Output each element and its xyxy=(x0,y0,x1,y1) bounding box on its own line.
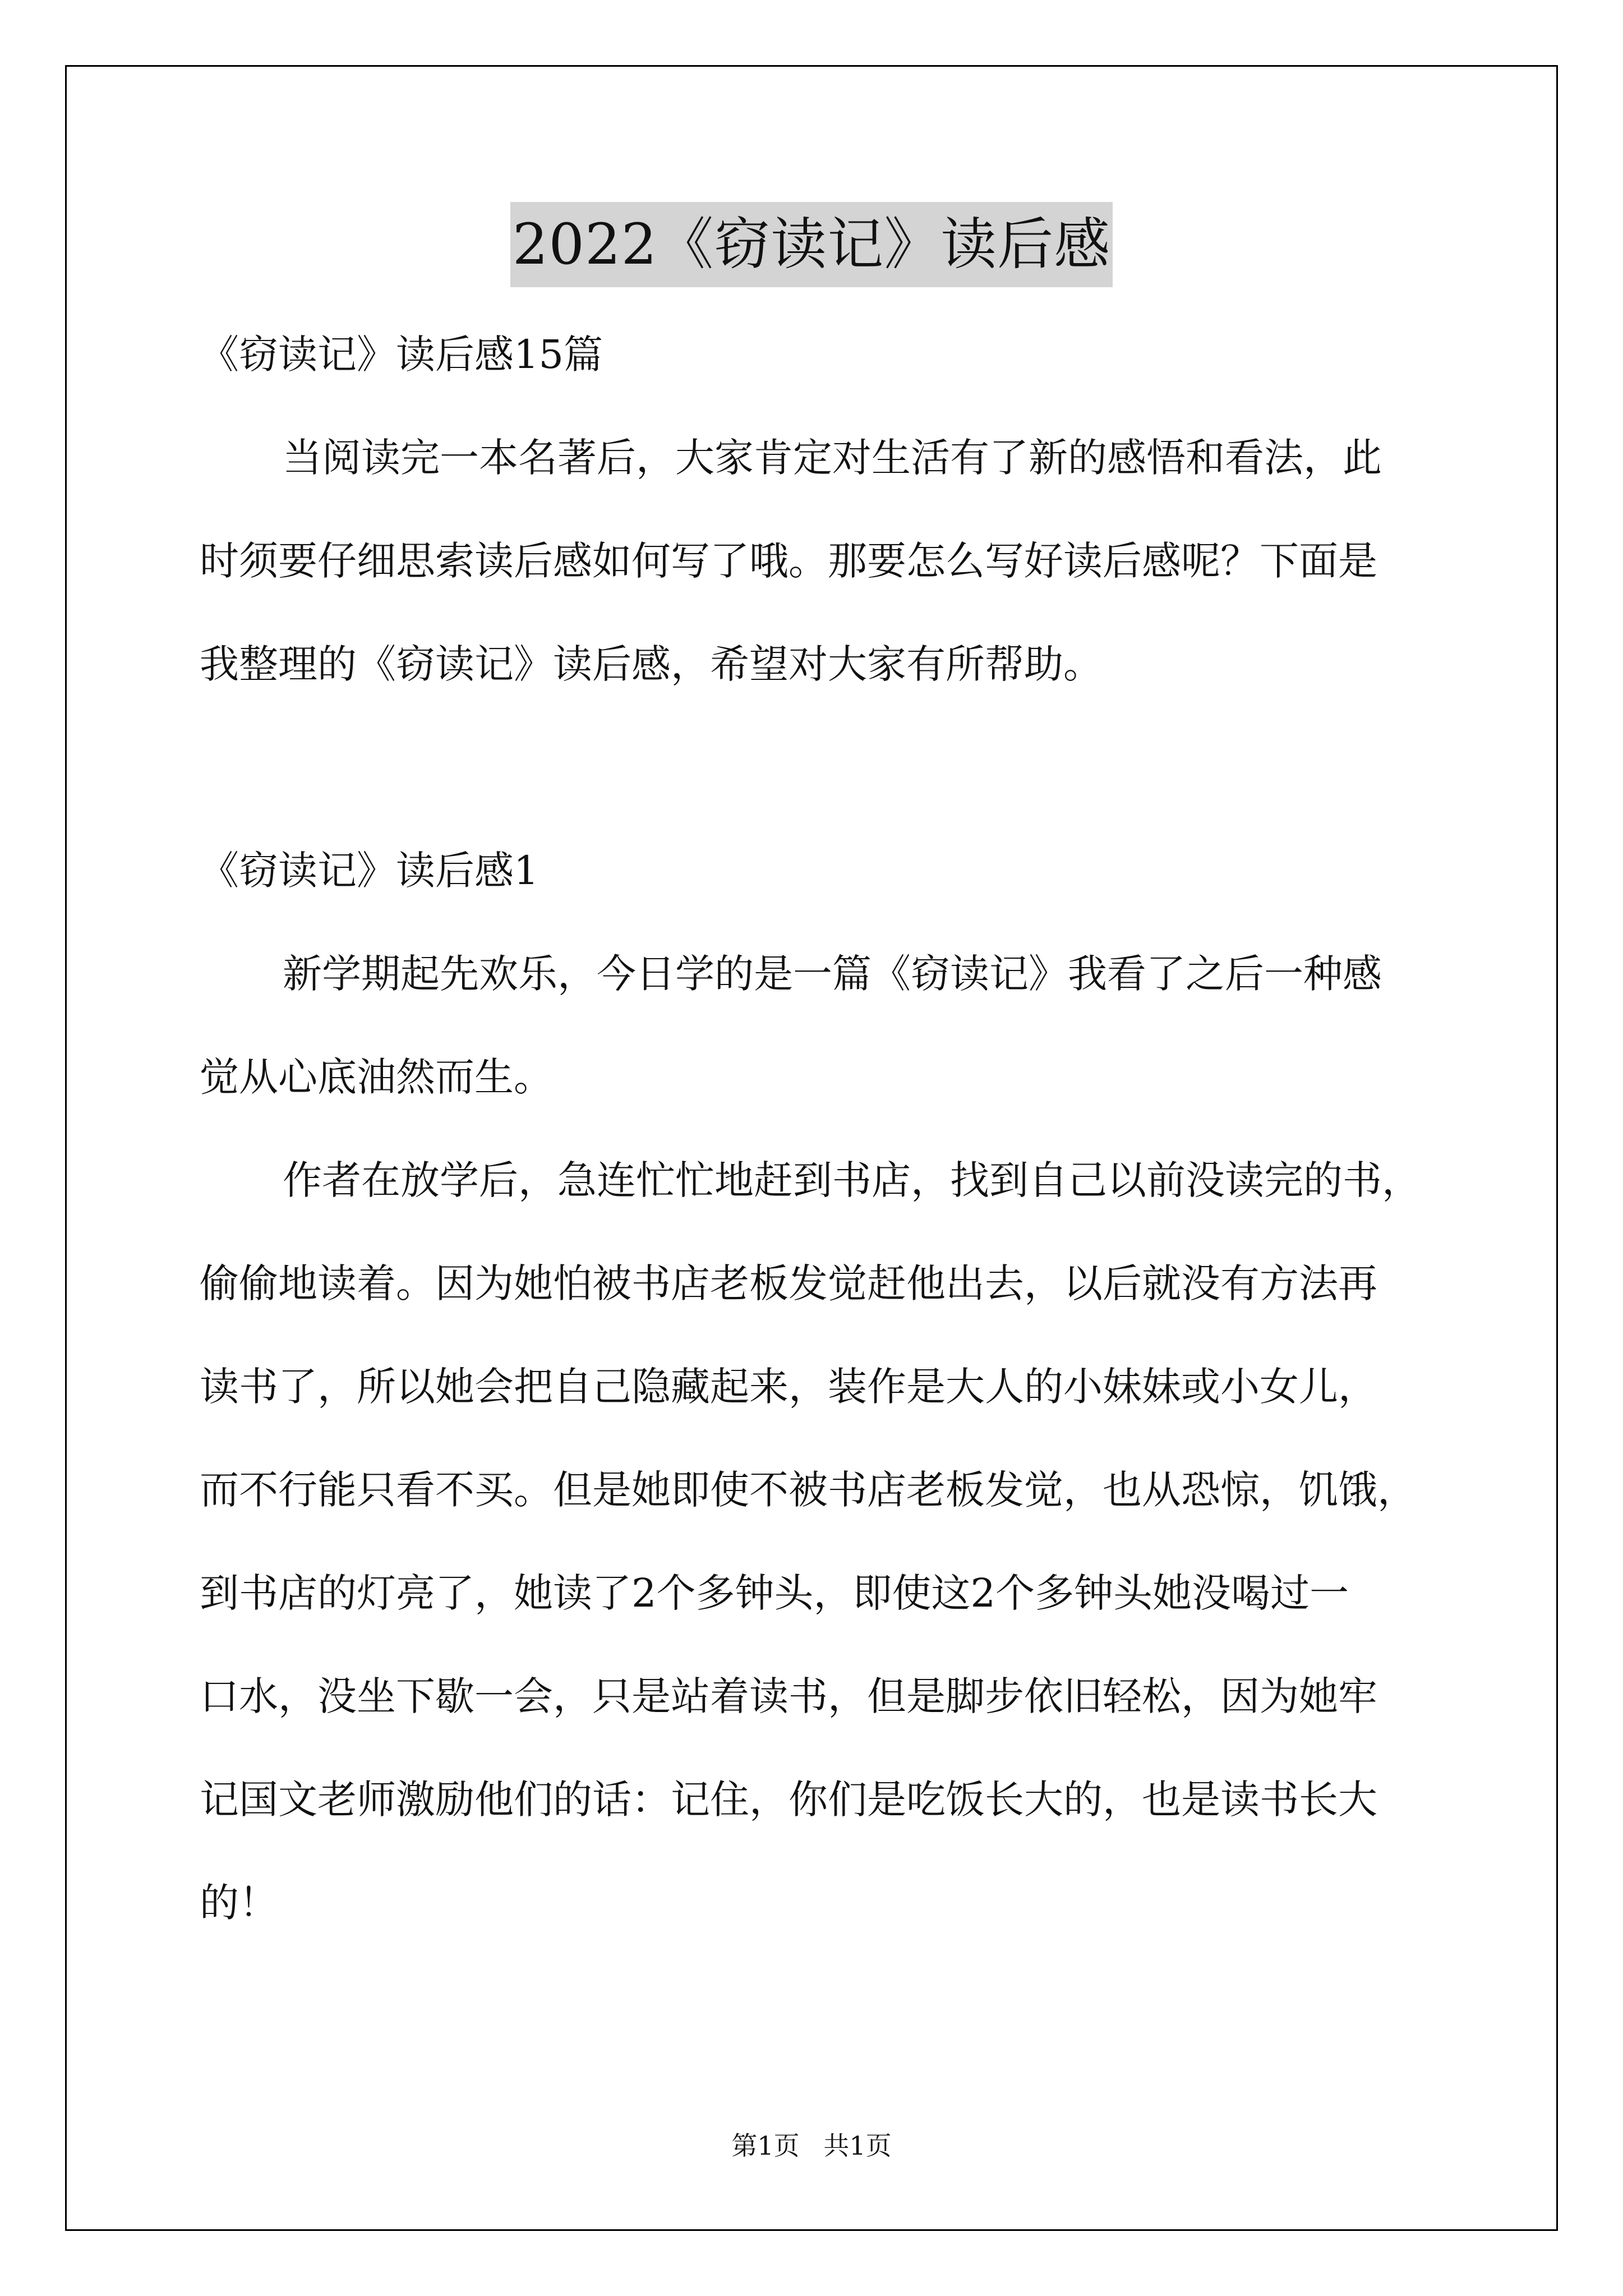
title-container xyxy=(0,202,1623,287)
document-title: 2022《窃读记》读后感 xyxy=(510,202,1113,287)
paragraph-line: 偷偷地读着。因为她怕被书店老板发觉赶他出去，以后就没有方法再 xyxy=(200,1260,1377,1306)
intro-line: 当阅读完一本名著后，大家肯定对生活有了新的感悟和看法，此 xyxy=(283,435,1382,481)
spacer xyxy=(200,716,1467,819)
paragraph-line: 读书了，所以她会把自己隐藏起来，装作是大人的小妹妹或小女儿， xyxy=(200,1364,1377,1410)
page-number: 第1页 xyxy=(731,2131,800,2161)
paragraph-line: 到书店的灯亮了，她读了2个多钟头，即使这2个多钟头她没喝过一 xyxy=(200,1570,1349,1616)
intro-line: 时须要仔细思索读后感如何写了哦。那要怎么写好读后感呢？下面是 xyxy=(200,538,1377,584)
document-body xyxy=(200,303,1467,1954)
paragraph-line: 作者在放学后，急连忙忙地赶到书店，找到自己以前没读完的书， xyxy=(283,1157,1421,1203)
page-footer xyxy=(0,2129,1623,2162)
paragraph-line: 的！ xyxy=(200,1880,278,1926)
paragraph-line: 记国文老师激励他们的话：记住，你们是吃饭长大的，也是读书长大 xyxy=(200,1777,1377,1823)
paragraph-line: 新学期起先欢乐，今日学的是一篇《窃读记》我看了之后一种感 xyxy=(283,951,1382,997)
page-total: 共1页 xyxy=(823,2131,892,2161)
intro-line: 我整理的《窃读记》读后感，希望对大家有所帮助。 xyxy=(200,641,1103,687)
paragraph-line: 口水，没坐下歇一会，只是站着读书，但是脚步依旧轻松，因为她牢 xyxy=(200,1673,1377,1719)
subtitle: 《窃读记》读后感15篇 xyxy=(200,332,603,378)
paragraph-line: 觉从心底油然而生。 xyxy=(200,1054,553,1100)
paragraph-line: 而不行能只看不买。但是她即使不被书店老板发觉，也从恐惊，饥饿， xyxy=(200,1467,1417,1513)
section-heading: 《窃读记》读后感1 xyxy=(200,848,539,894)
